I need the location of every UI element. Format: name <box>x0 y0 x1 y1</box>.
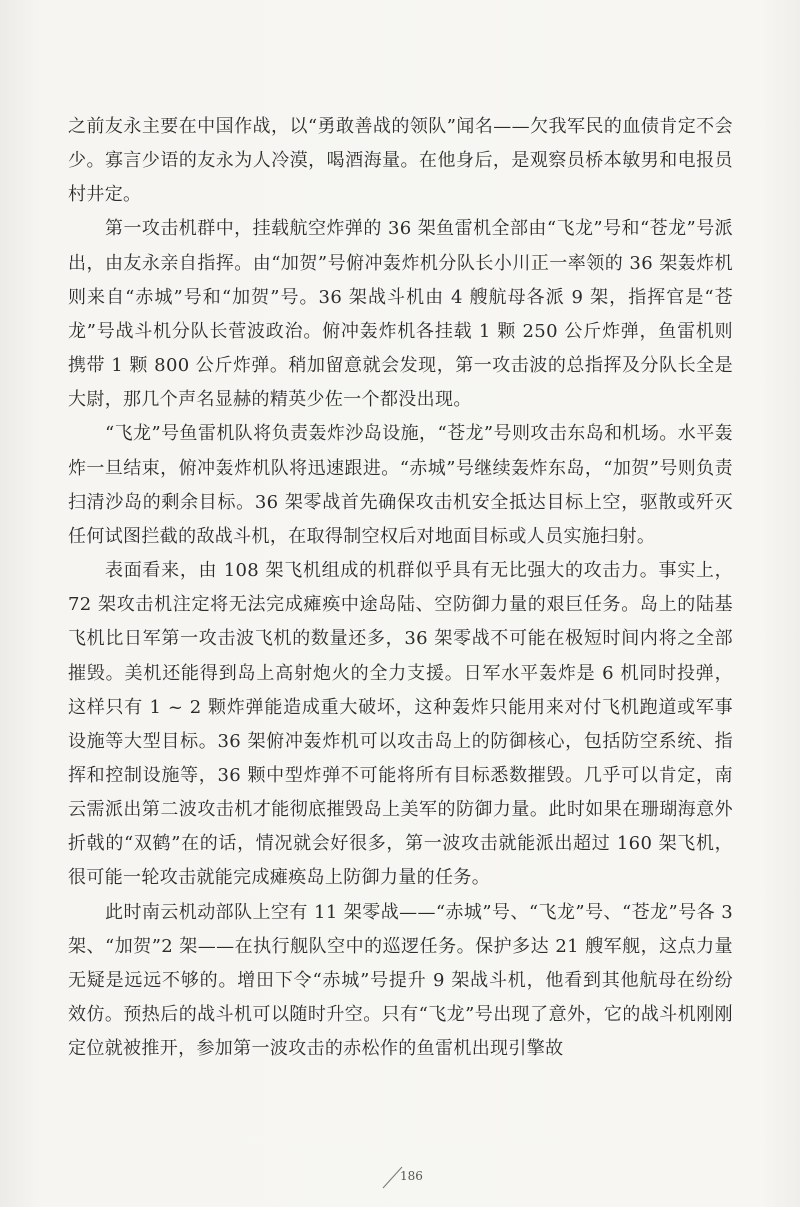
paragraph-1: 之前友永主要在中国作战，以“勇敢善战的领队”闻名——欠我军民的血债肯定不会少。寡言少语的友永为人冷漠，喝酒海量。在他身后，是观察员桥本敏男和电报员村井定。 <box>68 116 733 206</box>
body-text <box>68 110 733 1066</box>
page-number: 186 <box>400 1169 423 1183</box>
paragraph-5: 此时南云机动部队上空有 11 架零战——“赤城”号、“飞龙”号、“苍龙”号各 3 架、“加贺”2 架——在执行舰队空中的巡逻任务。保护多达 21 艘军舰，这点力量无疑是远远不够的。增田下令“赤城”号提升 9 架战斗机，他看到其他航母在纷纷效仿。预热后的战斗机可以随时升空。只有“飞龙”号出现了意外，它的战斗机刚刚定位就被推开，参加第一波攻击的赤松作的鱼雷机出现引擎故 <box>68 901 733 1060</box>
paragraph-2: 第一攻击机群中，挂载航空炸弹的 36 架鱼雷机全部由“飞龙”号和“苍龙”号派出，由友永亲自指挥。由“加贺”号俯冲轰炸机分队长小川正一率领的 36 架轰炸机则来自“赤城”号和“加贺”号。36 架战斗机由 4 艘航母各派 9 架，指挥官是“苍龙”号战斗机分队长菅波政治。俯冲轰炸机各挂载 1 颗 250 公斤炸弹，鱼雷机则携带 1 颗 800 公斤炸弹。稍加留意就会发现，第一攻击波的总指挥及分队长全是大尉，那几个声名显赫的精英少佐一个都没出现。 <box>68 218 733 411</box>
page-number-footer <box>380 1162 440 1192</box>
paragraph-4: 表面看来，由 108 架飞机组成的机群似乎具有无比强大的攻击力。事实上，72 架攻击机注定将无法完成瘫痪中途岛陆、空防御力量的艰巨任务。岛上的陆基飞机比日军第一攻击波飞机的数量还多，36 架零战不可能在极短时间内将之全部摧毁。美机还能得到岛上高射炮火的全力支援。日军水平轰炸是 6 机同时投弹，这样只有 1 ~ 2 颗炸弹能造成重大破坏，这种轰炸只能用来对付飞机跑道或军事设施等大型目标。36 架俯冲轰炸机可以攻击岛上的防御核心，包括防空系统、指挥和控制设施等，36 颗中型炸弹不可能将所有目标悉数摧毁。几乎可以肯定，南云需派出第二波攻击机才能彻底摧毁岛上美军的防御力量。此时如果在珊瑚海意外折戟的“双鹤”在的话，情况就会好很多，第一波攻击就能派出超过 160 架飞机，很可能一轮攻击就能完成瘫痪岛上防御力量的任务。 <box>68 560 733 889</box>
paragraph-3: “飞龙”号鱼雷机队将负责轰炸沙岛设施，“苍龙”号则攻击东岛和机场。水平轰炸一旦结束，俯冲轰炸机队将迅速跟进。“赤城”号继续轰炸东岛，“加贺”号则负责扫清沙岛的剩余目标。36 架零战首先确保攻击机安全抵达目标上空，驱散或歼灭任何试图拦截的敌战斗机，在取得制空权后对地面目标或人员实施扫射。 <box>68 423 733 547</box>
